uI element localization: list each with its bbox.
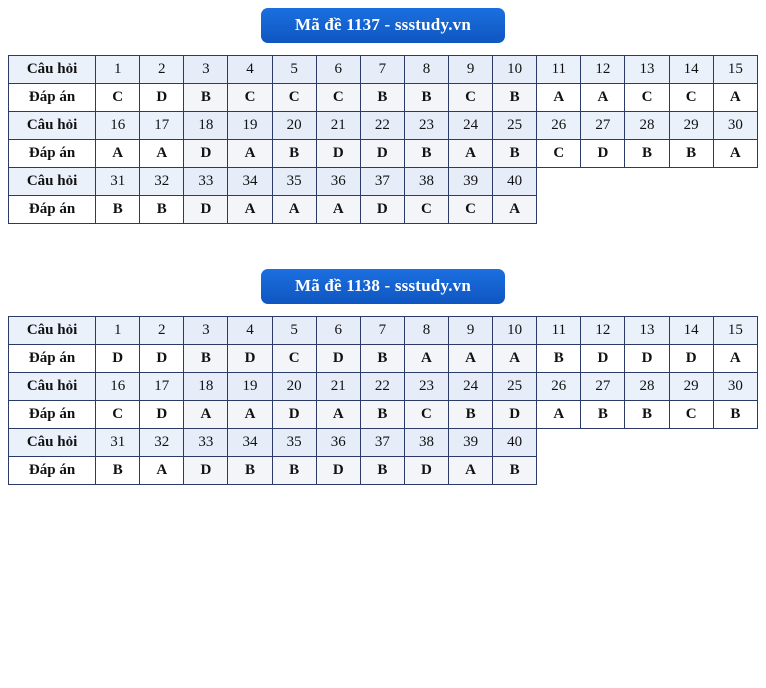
exam-block-1138 bbox=[0, 269, 766, 485]
question-number: 2 bbox=[140, 317, 184, 345]
answer-cell: D bbox=[140, 401, 184, 429]
question-number: 13 bbox=[625, 56, 669, 84]
question-number: 12 bbox=[581, 56, 625, 84]
row-label-question: Câu hỏi bbox=[9, 168, 96, 196]
exam-title-1137: Mã đề 1137 - ssstudy.vn bbox=[261, 8, 505, 43]
question-number: 34 bbox=[228, 429, 272, 457]
question-number: 32 bbox=[140, 429, 184, 457]
answer-cell: C bbox=[669, 401, 713, 429]
answer-cell: A bbox=[272, 196, 316, 224]
table-row-answers-2 bbox=[9, 401, 758, 429]
answer-cell: A bbox=[449, 345, 493, 373]
answer-cell: B bbox=[360, 457, 404, 485]
question-number: 28 bbox=[625, 112, 669, 140]
answer-cell: C bbox=[404, 196, 448, 224]
answer-cell: B bbox=[404, 140, 448, 168]
question-number: 37 bbox=[360, 168, 404, 196]
question-number: 40 bbox=[493, 168, 537, 196]
row-label-answer: Đáp án bbox=[9, 84, 96, 112]
answer-cell: B bbox=[625, 401, 669, 429]
answer-cell: D bbox=[272, 401, 316, 429]
table-row-answers-1 bbox=[9, 84, 758, 112]
question-number: 4 bbox=[228, 317, 272, 345]
answer-cell: D bbox=[184, 196, 228, 224]
answer-cell: D bbox=[581, 140, 625, 168]
answer-cell: B bbox=[272, 140, 316, 168]
exam-title-bar-1137 bbox=[0, 8, 766, 43]
answer-cell: B bbox=[360, 401, 404, 429]
table-row-questions-1 bbox=[9, 56, 758, 84]
answer-cell: A bbox=[713, 345, 757, 373]
answer-cell: D bbox=[625, 345, 669, 373]
table-row-questions-3 bbox=[9, 168, 758, 196]
answer-cell: A bbox=[493, 345, 537, 373]
table-row-answers-3 bbox=[9, 457, 758, 485]
question-number: 34 bbox=[228, 168, 272, 196]
answer-cell: A bbox=[316, 196, 360, 224]
answer-cell: B bbox=[184, 84, 228, 112]
exam-title-bar-1138 bbox=[0, 269, 766, 304]
question-number: 23 bbox=[404, 373, 448, 401]
answer-cell: A bbox=[140, 457, 184, 485]
question-number: 33 bbox=[184, 429, 228, 457]
answer-table-1138 bbox=[8, 316, 758, 485]
question-number: 30 bbox=[713, 112, 757, 140]
answer-cell: A bbox=[140, 140, 184, 168]
answer-cell: B bbox=[96, 457, 140, 485]
answer-cell: B bbox=[449, 401, 493, 429]
question-number: 39 bbox=[449, 429, 493, 457]
answer-cell: D bbox=[360, 140, 404, 168]
question-number: 38 bbox=[404, 429, 448, 457]
question-number: 5 bbox=[272, 56, 316, 84]
answer-cell: D bbox=[184, 457, 228, 485]
answer-cell: C bbox=[404, 401, 448, 429]
question-number: 26 bbox=[537, 373, 581, 401]
answer-cell: A bbox=[493, 196, 537, 224]
question-number: 36 bbox=[316, 429, 360, 457]
question-number: 16 bbox=[96, 112, 140, 140]
question-number: 21 bbox=[316, 373, 360, 401]
answer-cell: A bbox=[316, 401, 360, 429]
question-number: 11 bbox=[537, 56, 581, 84]
question-number: 9 bbox=[449, 56, 493, 84]
question-number: 15 bbox=[713, 317, 757, 345]
row-label-question: Câu hỏi bbox=[9, 373, 96, 401]
answer-cell: C bbox=[449, 196, 493, 224]
question-number: 3 bbox=[184, 56, 228, 84]
answer-cell: A bbox=[537, 84, 581, 112]
answer-cell: C bbox=[625, 84, 669, 112]
table-row-answers-1 bbox=[9, 345, 758, 373]
question-number: 35 bbox=[272, 429, 316, 457]
question-number: 16 bbox=[96, 373, 140, 401]
question-number: 26 bbox=[537, 112, 581, 140]
answer-cell: A bbox=[449, 457, 493, 485]
question-number: 24 bbox=[449, 373, 493, 401]
question-number: 1 bbox=[96, 317, 140, 345]
question-number: 17 bbox=[140, 112, 184, 140]
question-number: 27 bbox=[581, 112, 625, 140]
question-number: 27 bbox=[581, 373, 625, 401]
answer-cell: D bbox=[493, 401, 537, 429]
answer-cell: B bbox=[581, 401, 625, 429]
table-row-answers-2 bbox=[9, 140, 758, 168]
row-label-answer: Đáp án bbox=[9, 345, 96, 373]
question-number: 22 bbox=[360, 112, 404, 140]
answer-cell: B bbox=[493, 140, 537, 168]
question-number: 25 bbox=[493, 373, 537, 401]
answer-cell: D bbox=[316, 345, 360, 373]
answer-cell: D bbox=[316, 140, 360, 168]
answer-cell: D bbox=[140, 84, 184, 112]
row-label-answer: Đáp án bbox=[9, 457, 96, 485]
row-label-answer: Đáp án bbox=[9, 196, 96, 224]
question-number: 20 bbox=[272, 112, 316, 140]
answer-cell: B bbox=[140, 196, 184, 224]
question-number: 39 bbox=[449, 168, 493, 196]
answer-cell: C bbox=[96, 84, 140, 112]
answer-cell: A bbox=[228, 401, 272, 429]
answer-cell: A bbox=[581, 84, 625, 112]
question-number: 8 bbox=[404, 56, 448, 84]
question-number: 29 bbox=[669, 112, 713, 140]
question-number: 33 bbox=[184, 168, 228, 196]
question-number: 11 bbox=[537, 317, 581, 345]
question-number: 36 bbox=[316, 168, 360, 196]
question-number: 12 bbox=[581, 317, 625, 345]
row-label-question: Câu hỏi bbox=[9, 317, 96, 345]
question-number: 6 bbox=[316, 56, 360, 84]
answer-cell: B bbox=[228, 457, 272, 485]
question-number: 20 bbox=[272, 373, 316, 401]
question-number: 22 bbox=[360, 373, 404, 401]
question-number: 2 bbox=[140, 56, 184, 84]
answer-cell: B bbox=[184, 345, 228, 373]
question-number: 6 bbox=[316, 317, 360, 345]
question-number: 31 bbox=[96, 168, 140, 196]
question-number: 32 bbox=[140, 168, 184, 196]
question-number: 7 bbox=[360, 317, 404, 345]
answer-cell: A bbox=[96, 140, 140, 168]
answer-cell: D bbox=[360, 196, 404, 224]
answer-cell: A bbox=[713, 140, 757, 168]
question-number: 28 bbox=[625, 373, 669, 401]
question-number: 18 bbox=[184, 112, 228, 140]
table-row-questions-2 bbox=[9, 112, 758, 140]
answer-table-1137 bbox=[8, 55, 758, 224]
question-number: 38 bbox=[404, 168, 448, 196]
exam-block-1137 bbox=[0, 0, 766, 224]
question-number: 4 bbox=[228, 56, 272, 84]
answer-cell: B bbox=[669, 140, 713, 168]
question-number: 19 bbox=[228, 373, 272, 401]
answer-cell: D bbox=[96, 345, 140, 373]
question-number: 13 bbox=[625, 317, 669, 345]
question-number: 10 bbox=[493, 56, 537, 84]
question-number: 19 bbox=[228, 112, 272, 140]
question-number: 29 bbox=[669, 373, 713, 401]
answer-cell: B bbox=[272, 457, 316, 485]
answer-cell: D bbox=[316, 457, 360, 485]
question-number: 25 bbox=[493, 112, 537, 140]
answer-cell: D bbox=[140, 345, 184, 373]
question-number: 24 bbox=[449, 112, 493, 140]
question-number: 8 bbox=[404, 317, 448, 345]
row-label-answer: Đáp án bbox=[9, 140, 96, 168]
answer-cell: A bbox=[449, 140, 493, 168]
question-number: 9 bbox=[449, 317, 493, 345]
table-row-answers-3 bbox=[9, 196, 758, 224]
row-label-question: Câu hỏi bbox=[9, 56, 96, 84]
answer-cell: B bbox=[96, 196, 140, 224]
answer-cell: A bbox=[184, 401, 228, 429]
answer-cell: D bbox=[581, 345, 625, 373]
question-number: 1 bbox=[96, 56, 140, 84]
question-number: 37 bbox=[360, 429, 404, 457]
table-row-questions-2 bbox=[9, 373, 758, 401]
question-number: 3 bbox=[184, 317, 228, 345]
row-label-answer: Đáp án bbox=[9, 401, 96, 429]
answer-cell: B bbox=[493, 457, 537, 485]
answer-cell: D bbox=[404, 457, 448, 485]
answer-cell: B bbox=[537, 345, 581, 373]
question-number: 18 bbox=[184, 373, 228, 401]
question-number: 21 bbox=[316, 112, 360, 140]
question-number: 15 bbox=[713, 56, 757, 84]
answer-cell: C bbox=[316, 84, 360, 112]
answer-cell: B bbox=[360, 345, 404, 373]
answer-cell: B bbox=[713, 401, 757, 429]
row-label-question: Câu hỏi bbox=[9, 112, 96, 140]
question-number: 17 bbox=[140, 373, 184, 401]
answer-cell: C bbox=[272, 345, 316, 373]
question-number: 23 bbox=[404, 112, 448, 140]
question-number: 14 bbox=[669, 56, 713, 84]
answer-cell: B bbox=[404, 84, 448, 112]
answer-cell: A bbox=[228, 140, 272, 168]
answer-cell: B bbox=[360, 84, 404, 112]
answer-cell: C bbox=[669, 84, 713, 112]
answer-cell: D bbox=[184, 140, 228, 168]
answer-cell: C bbox=[449, 84, 493, 112]
answer-cell: A bbox=[713, 84, 757, 112]
question-number: 5 bbox=[272, 317, 316, 345]
answer-cell: D bbox=[669, 345, 713, 373]
answer-cell: C bbox=[537, 140, 581, 168]
answer-cell: D bbox=[228, 345, 272, 373]
question-number: 31 bbox=[96, 429, 140, 457]
question-number: 35 bbox=[272, 168, 316, 196]
answer-cell: B bbox=[625, 140, 669, 168]
table-row-questions-1 bbox=[9, 317, 758, 345]
question-number: 10 bbox=[493, 317, 537, 345]
question-number: 30 bbox=[713, 373, 757, 401]
answer-cell: A bbox=[404, 345, 448, 373]
row-label-question: Câu hỏi bbox=[9, 429, 96, 457]
answer-cell: A bbox=[228, 196, 272, 224]
question-number: 14 bbox=[669, 317, 713, 345]
answer-cell: C bbox=[272, 84, 316, 112]
question-number: 7 bbox=[360, 56, 404, 84]
table-row-questions-3 bbox=[9, 429, 758, 457]
answer-cell: B bbox=[493, 84, 537, 112]
answer-cell: A bbox=[537, 401, 581, 429]
exam-title-1138: Mã đề 1138 - ssstudy.vn bbox=[261, 269, 505, 304]
answer-cell: C bbox=[96, 401, 140, 429]
question-number: 40 bbox=[493, 429, 537, 457]
answer-cell: C bbox=[228, 84, 272, 112]
